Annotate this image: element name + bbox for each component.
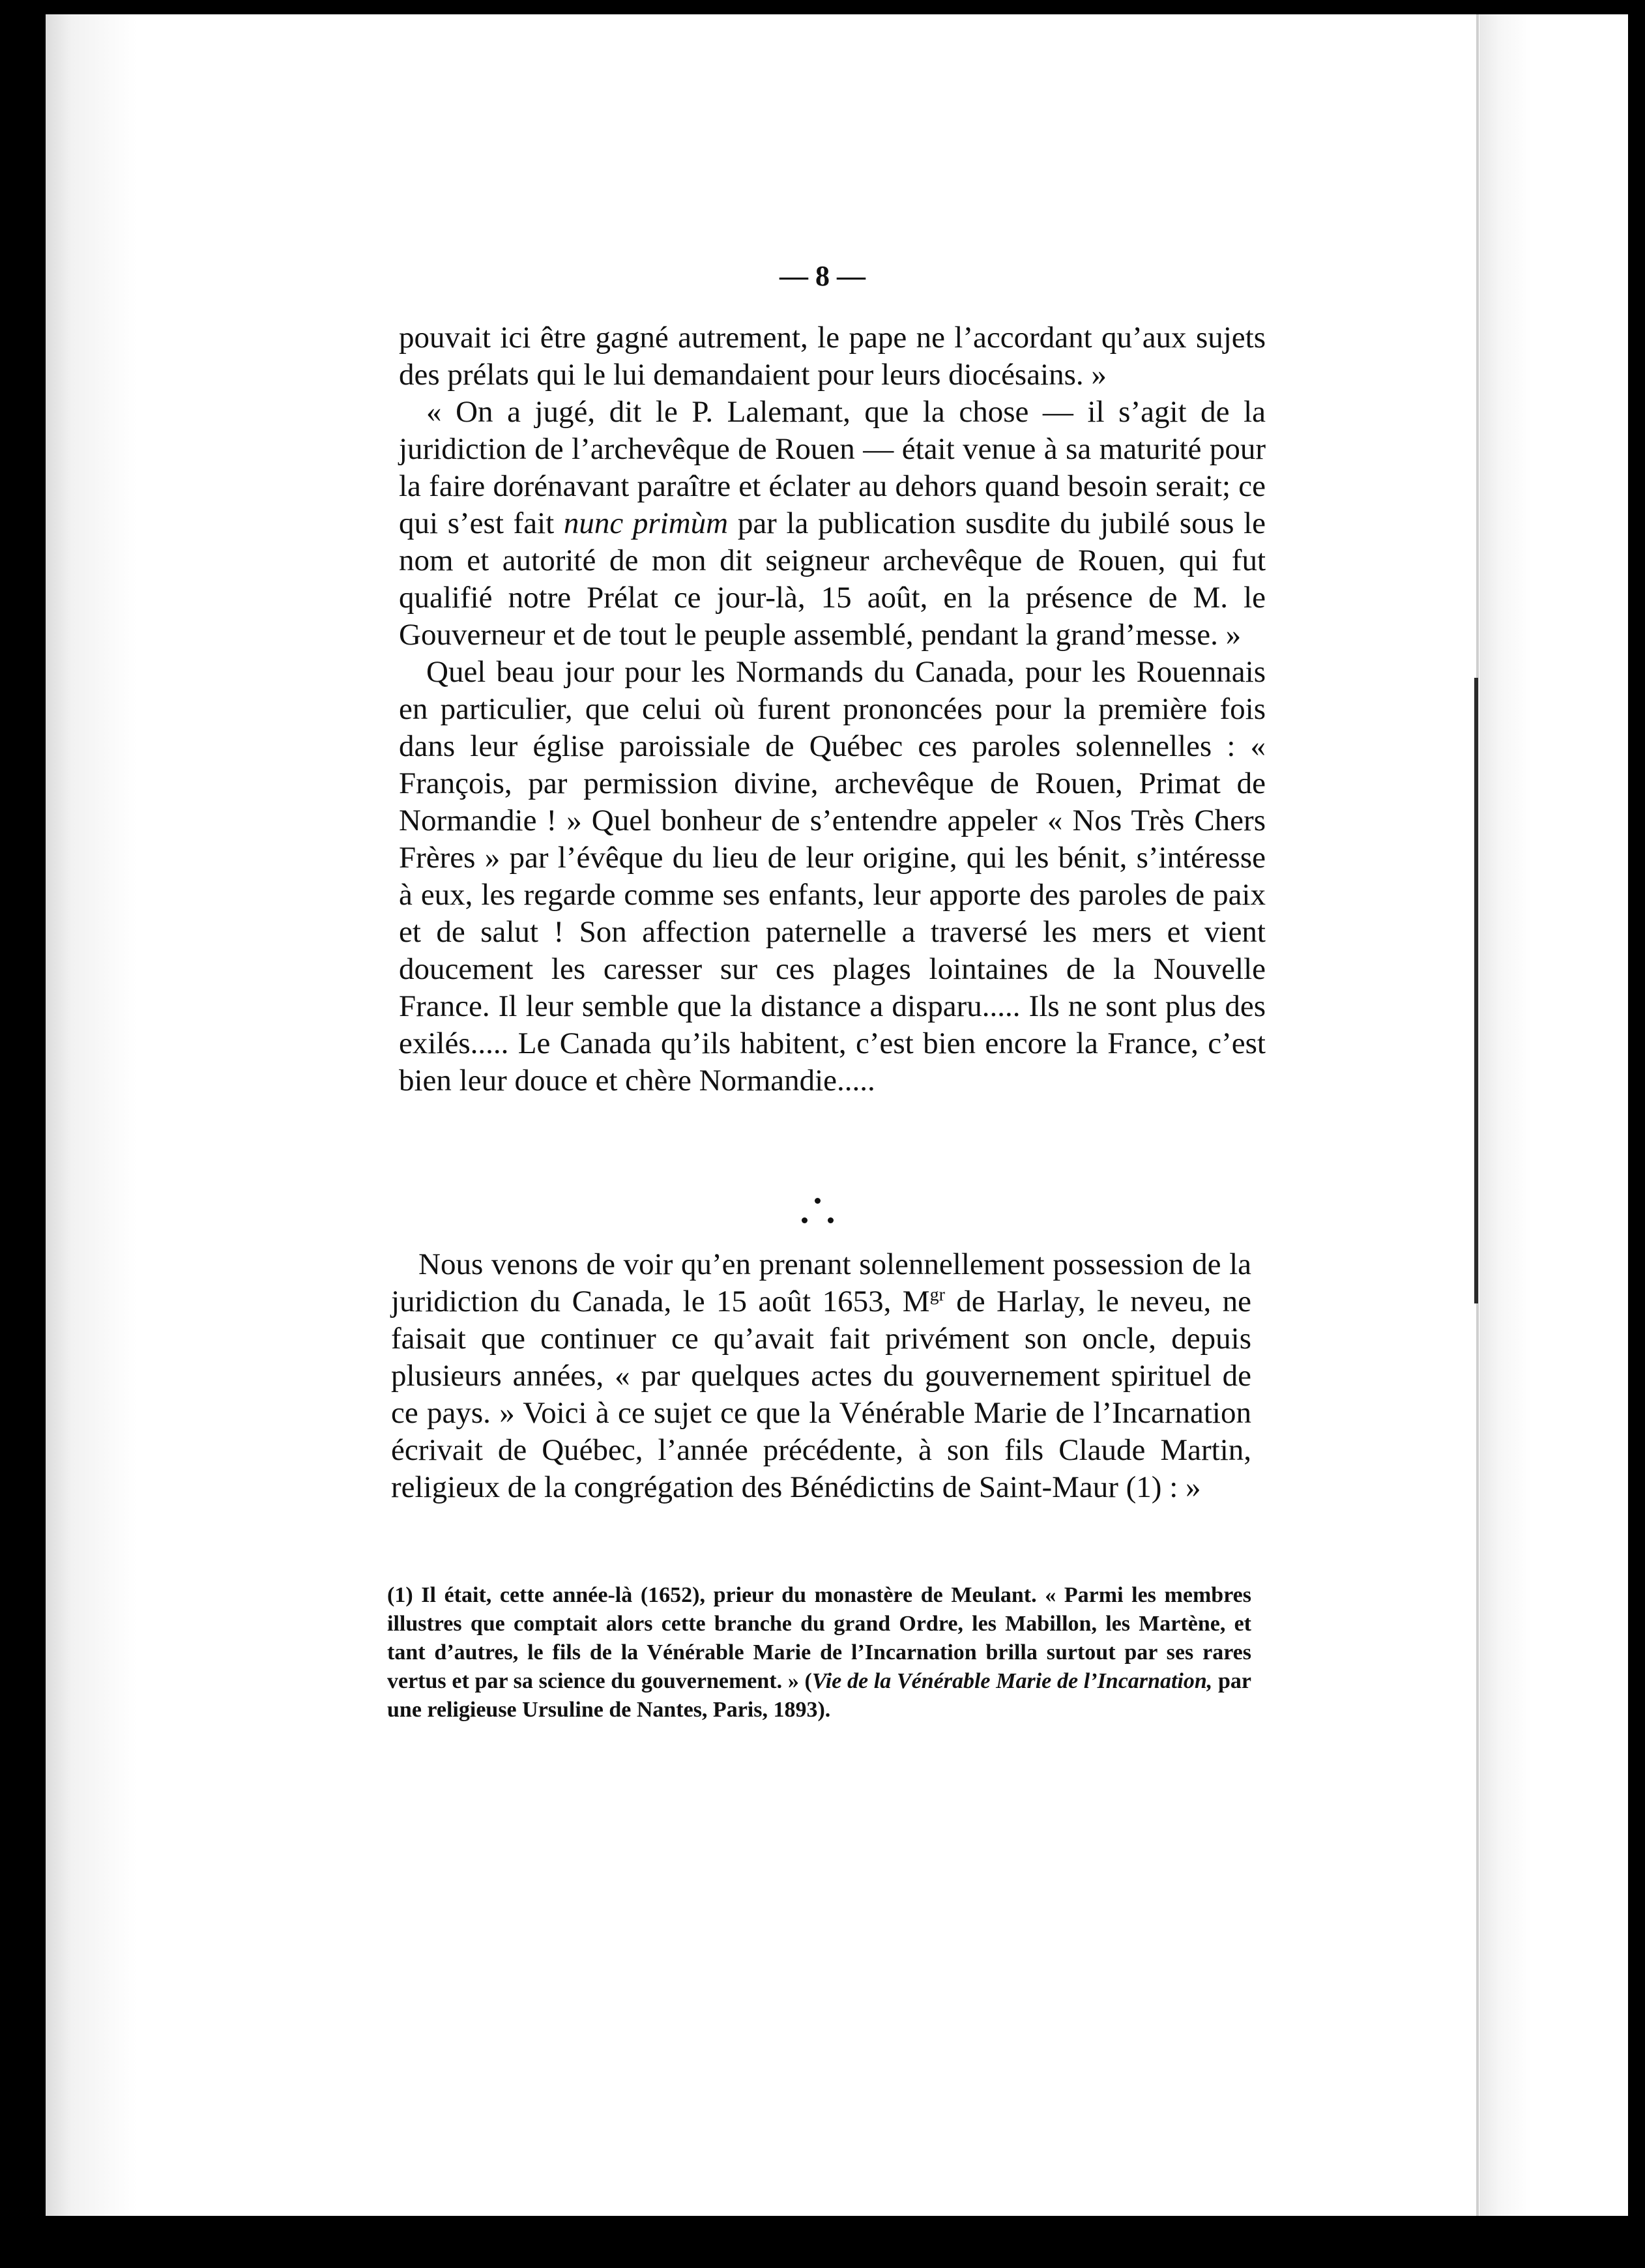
scan-border-left [0, 0, 46, 2268]
paragraph-2-text-b: par la publication susdite du jubilé sous le nom et autorité de mon dit seigneur archevêque de Rouen, qui fut qualifié notre Prélat ce jour-là, 15 août, en la présence de M. le Gouverneur et de tout le peuple assemblé, pendant la grand’messe. » [399, 506, 1266, 652]
footnote-text-b: par une religieuse Ursuline de Nantes, Paris, 1893). [387, 1669, 1251, 1722]
footnote-book-title: Vie de la Vénérable Marie de l’Incarnation, [811, 1669, 1213, 1693]
asterism-dot-right [828, 1217, 834, 1223]
footnote [387, 1581, 1251, 1724]
paragraph-1 [399, 319, 1266, 394]
paragraph-3-text: Quel beau jour pour les Normands du Canada, pour les Rouennais en particulier, que celui où furent prononcées pour la première fois dans leur église paroissiale de Québec ces paroles solennelles : « François, par permission divine, archevêque de Rouen, Primat de Normandie ! » Quel bonheur de s’entendre appeler « Nos Très Chers Frères » par l’évêque du lieu de leur origine, qui les bénit, s’intéresse à eux, les regarde comme ses enfants, leur apporte des paroles de paix et de salut ! Son affection paternelle a traversé les mers et vient doucement les caresser sur ces plages lointaines de la Nouvelle France. Il leur semble que la distance a disparu..... Ils ne sont plus des exilés..... Le Canada qu’ils habitent, c’est bien encore la France, c’est bien leur douce et chère Normandie..... [399, 655, 1266, 1098]
paragraph-4-text-a: Nous venons de voir qu’en prenant solennellement possession de la juridiction du Canada, le 15 août 1653, M [391, 1247, 1251, 1318]
monseigneur-abbrev-sup: gr [929, 1285, 945, 1305]
paragraph-2-latin-phrase: nunc primùm [563, 506, 729, 540]
paragraph-2-text-a: « On a jugé, dit le P. Lalemant, que la chose — il s’agit de la juridiction de l’archevêque de Rouen — était venue à sa maturité pour la faire dorénavant paraître et éclater au dehors quand besoin serait; ce qui s’est fait [399, 395, 1266, 540]
asterism-dot-left [802, 1217, 808, 1223]
binding-mark [1474, 678, 1478, 1303]
main-text-block [399, 319, 1266, 1099]
page-number: — 8 — [779, 260, 866, 292]
footnote-paragraph [387, 1581, 1251, 1724]
scan-border-bottom [0, 2216, 1645, 2268]
next-page-edge [1479, 14, 1628, 2216]
paragraph-4 [391, 1246, 1251, 1506]
paragraph-1-text: pouvait ici être gagné autrement, le pape ne l’accordant qu’aux sujets des prélats qui le lui demandaient pour leurs diocésains. » [399, 321, 1266, 392]
second-text-block [391, 1246, 1251, 1506]
section-separator-asterism [795, 1191, 841, 1230]
footnote-text-a: (1) Il était, cette année-là (1652), prieur du monastère de Meulant. « Parmi les membres illustres que comptait alors cette branche du grand Ordre, les Mabillon, les Martène, et tant d’autres, le fils de la Vénérable Marie de l’Incarnation brilla surtout par ses rares vertus et par sa science du gouvernement. » ( [387, 1583, 1251, 1693]
scan-border-right [1628, 0, 1645, 2268]
paragraph-2 [399, 394, 1266, 654]
asterism-dot-top [815, 1198, 821, 1204]
paragraph-3 [399, 654, 1266, 1099]
scan-border-top [0, 0, 1645, 14]
paragraph-4-text-b: de Harlay, le neveu, ne faisait que continuer ce qu’avait fait privément son oncle, depuis plusieurs années, « par quelques actes du gouvernement spirituel de ce pays. » Voici à ce sujet ce que la Vénérable Marie de l’Incarnation écrivait de Québec, l’année précédente, à son fils Claude Martin, religieux de la congrégation des Bénédictins de Saint-Maur (1) : » [391, 1285, 1251, 1504]
